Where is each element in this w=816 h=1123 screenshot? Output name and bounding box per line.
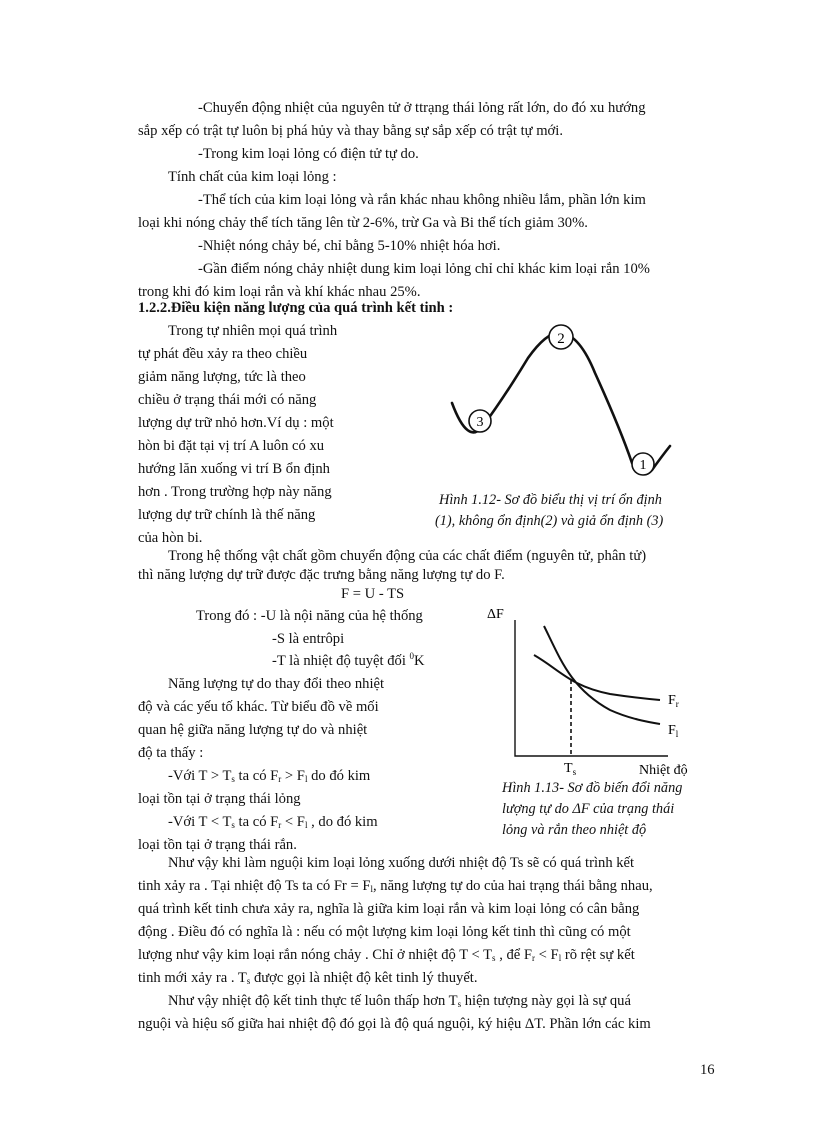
natural-process-line: tự phát đều xảy ra theo chiều xyxy=(138,346,308,362)
natural-process-line: lượng dự trữ nhỏ hơn.Ví dụ : một xyxy=(138,415,334,431)
para-free-energy-change-line: độ và các yếu tố khác. Từ biểu đồ về mối xyxy=(138,699,379,715)
natural-process-line: giảm năng lượng, tức là theo xyxy=(138,369,306,385)
curve-fl-liquid xyxy=(544,626,660,724)
ts-tick-label: $T_s$ xyxy=(564,761,577,777)
para-free-energy-change-line: Năng lượng tự do thay đổi theo nhiệt xyxy=(168,676,385,692)
condition-above-ts-line1: -Với $T > T_s$ ta có $F_r > F_l$ do đó kim xyxy=(168,768,371,784)
figure-1-12-caption-line2: (1), không ổn định(2) và giả ổn định (3) xyxy=(435,513,664,529)
ball-label-2: 2 xyxy=(557,331,565,347)
natural-process-line: hòn bi đặt tại vị trí A luôn có xu xyxy=(138,438,325,454)
para-volume-line1: -Thể tích của kim loại lỏng và rắn khác nhau không nhiều lắm, phần lớn kim xyxy=(198,192,646,208)
para-cooling-line4: động . Điều đó có nghĩa là : nếu có một lượng kim loại lỏng kết tinh thì cũng có một xyxy=(138,924,631,940)
where-u-line: Trong đó : -U là nội năng của hệ thống xyxy=(196,608,423,624)
para-cooling-line1: Như vậy khi làm nguội kim loại lỏng xuống dưới nhiệt độ Ts sẽ có quá trình kết xyxy=(168,855,635,871)
section-heading-1-2-2: 1.2.2.Điều kiện năng lượng của quá trình kết tinh : xyxy=(138,300,454,316)
para-free-energy-change-line: quan hệ giữa năng lượng tự do và nhiệt xyxy=(138,722,368,738)
figure-1-13-caption-line1: Hình 1.13- Sơ đồ biến đổi năng xyxy=(502,780,683,796)
ball-label-1: 1 xyxy=(639,458,647,473)
para-cooling-line6: tinh mới xảy ra . $T_s$ được gọi là nhiệt độ kêt tinh lý thuyết. xyxy=(138,970,478,986)
figure-1-13-free-energy-chart xyxy=(470,598,720,783)
para-heat-capacity-line2: trong khi đó kim loại rắn và khí khác nhau 25%. xyxy=(138,284,421,300)
para-melting-heat: -Nhiệt nóng chảy bé, chỉ bằng 5-10% nhiệt hóa hơi. xyxy=(198,238,501,254)
natural-process-line: chiều ở trạng thái mới có năng xyxy=(138,392,317,408)
liquid-metal-properties-heading: Tính chất của kim loại lỏng : xyxy=(168,169,337,185)
condition-below-ts-line1: -Với $T < T_s$ ta có $F_r < F_l$ , do đó kim xyxy=(168,814,378,830)
where-s-line: -S là entrôpi xyxy=(272,631,345,647)
figure-1-12-caption-line1: Hình 1.12- Sơ đồ biểu thị vị trí ổn định xyxy=(439,492,662,508)
condition-above-ts-line2: loại tồn tại ở trạng thái lỏng xyxy=(138,791,301,807)
figure-1-13-caption-line3: lỏng và rắn theo nhiệt độ xyxy=(502,822,647,838)
para-free-energy-change-line: độ ta thấy : xyxy=(138,745,204,761)
natural-process-line: Trong tự nhiên mọi quá trình xyxy=(168,323,338,339)
natural-process-line: của hòn bi. xyxy=(138,530,203,546)
para-volume-line2: loại khi nóng chảy thể tích tăng lên từ 2-6%, trừ Ga và Bi thể tích giảm 30%. xyxy=(138,215,588,231)
para-cooling-line5: lượng như vậy kim loại rắn nóng chảy . Chỉ ở nhiệt độ $T < T_s$ , để $F_r < F_l$ rõ rệt sự kết xyxy=(138,947,635,963)
para-free-electrons: -Trong kim loại lỏng có điện tử tự do. xyxy=(198,146,419,162)
natural-process-line: hướng lăn xuống vi trí B ổn định xyxy=(138,461,330,477)
formula-free-energy: F = U - TS xyxy=(341,586,405,602)
condition-below-ts-line2: loại tồn tại ở trạng thái rắn. xyxy=(138,837,297,853)
curve-fr-solid xyxy=(534,655,660,700)
figure-1-13-caption-line2: lượng tự do ΔF của trạng thái xyxy=(502,801,675,817)
chart-axes xyxy=(515,620,668,756)
para-thermal-motion-line2: sắp xếp có trật tự luôn bị phá hủy và thay bằng sự sắp xếp có trật tự mới. xyxy=(138,123,563,139)
para-cooling-line3: quá trình kết tinh chưa xảy ra, nghĩa là giữa kim loại rắn và kim loại lỏng có cân bằng xyxy=(138,901,640,917)
figure-1-12-stability-diagram xyxy=(450,318,690,488)
where-t-line: -T là nhiệt độ tuyệt đối $^0$K xyxy=(272,651,425,669)
natural-process-line: lượng dự trữ chính là thế năng xyxy=(138,507,316,523)
para-supercooling-line2: nguội và hiệu số giữa hai nhiệt độ đó gọi là độ quá nguội, ký hiệu ΔT. Phần lớn các kim xyxy=(138,1016,651,1032)
page-number: 16 xyxy=(700,1062,715,1078)
curve-label-fr: $F_r$ xyxy=(668,693,679,709)
para-supercooling-line1: Như vậy nhiệt độ kết tinh thực tế luôn thấp hơn $T_s$ hiện tượng này gọi là sự quá xyxy=(168,993,631,1009)
para-thermal-motion-line1: -Chuyển động nhiệt của nguyên tử ở ttrạng thái lỏng rất lớn, do đó xu hướng xyxy=(198,100,646,116)
para-cooling-line2: tinh xảy ra . Tại nhiệt độ Ts ta có $Fr = F_l$, năng lượng tự do của hai trạng thái bằng nhau, xyxy=(138,878,653,894)
para-heat-capacity-line1: -Gần điểm nóng chảy nhiệt dung kim loại lỏng chỉ chỉ khác kim loại rắn 10% xyxy=(198,261,650,277)
natural-process-line: hơn . Trong trường hợp này năng xyxy=(138,484,332,500)
para-free-energy-line2: thì năng lượng dự trữ được đặc trưng bằng năng lượng tự do F. xyxy=(138,567,505,583)
para-free-energy-line1: Trong hệ thống vật chất gồm chuyển động của các chất điểm (nguyên tử, phân tử) xyxy=(168,548,647,564)
ball-label-3: 3 xyxy=(476,415,484,430)
x-axis-label: Nhiệt độ xyxy=(639,763,688,778)
y-axis-label: ΔF xyxy=(487,607,504,622)
potential-energy-curve xyxy=(452,333,670,474)
curve-label-fl: $F_l$ xyxy=(668,723,679,739)
